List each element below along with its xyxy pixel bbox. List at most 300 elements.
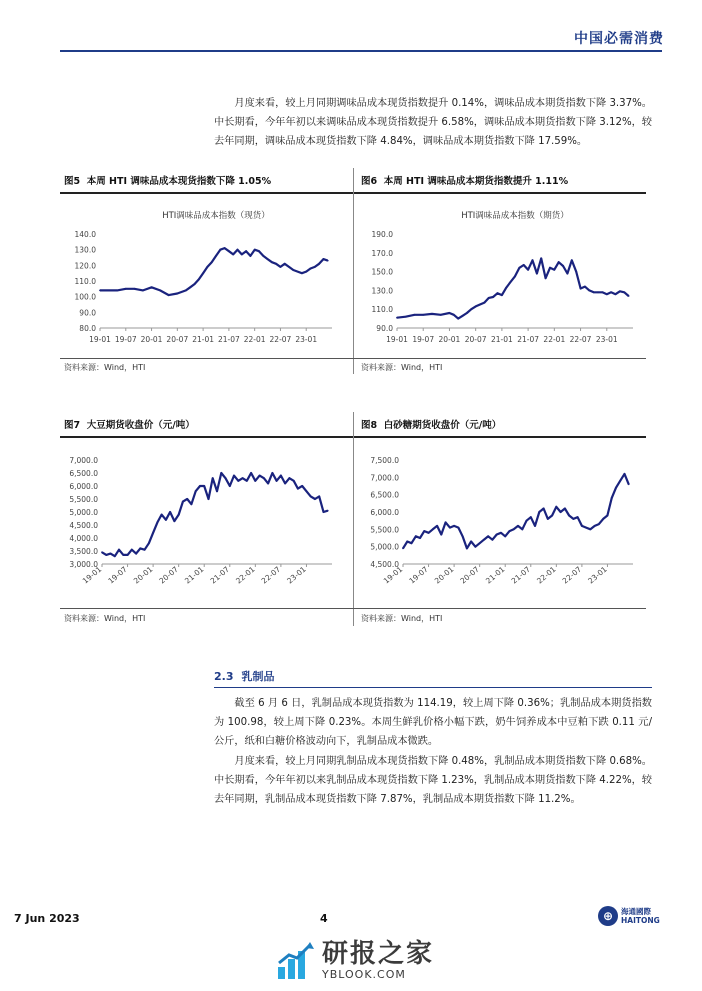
- data-point: [496, 534, 498, 536]
- y-tick-label: 5,000.0: [370, 542, 399, 552]
- data-point: [562, 265, 564, 267]
- data-point: [487, 535, 489, 537]
- data-point: [523, 264, 525, 266]
- y-tick-label: 90.0: [376, 324, 393, 333]
- data-point: [127, 554, 129, 556]
- data-point: [492, 296, 494, 298]
- data-point: [479, 304, 481, 306]
- y-tick-label: 190.0: [371, 230, 393, 239]
- x-tick-label: 23-01: [285, 564, 308, 586]
- data-point: [272, 472, 274, 474]
- data-point: [602, 291, 604, 293]
- y-tick-label: 4,000.0: [69, 534, 98, 543]
- x-tick-label: 20-01: [140, 335, 163, 344]
- x-tick-label: 22-07: [560, 564, 584, 586]
- watermark-sub: YBLOOK.COM: [322, 968, 406, 981]
- data-point: [527, 269, 529, 271]
- x-tick-label: 22-07: [569, 335, 592, 344]
- data-point: [628, 483, 630, 485]
- data-point: [134, 288, 136, 290]
- figure-5-source: 资料来源：Wind，HTI: [64, 363, 146, 372]
- data-point: [215, 255, 217, 257]
- data-point: [245, 250, 247, 252]
- data-point: [606, 293, 608, 295]
- y-tick-label: 130.0: [74, 245, 96, 255]
- data-point: [585, 527, 587, 529]
- y-tick-label: 150.0: [371, 267, 393, 277]
- data-point: [470, 541, 472, 543]
- data-point: [219, 249, 221, 251]
- data-point: [405, 316, 407, 318]
- x-tick-label: 19-07: [114, 335, 137, 344]
- figure-row1-divider: [353, 168, 354, 374]
- data-point: [292, 269, 294, 271]
- x-tick-label: 19-07: [106, 564, 129, 586]
- figure-6-source: 资料来源：Wind，HTI: [361, 363, 443, 372]
- data-point: [458, 527, 460, 529]
- data-point: [105, 554, 107, 556]
- watermark-text: [322, 940, 434, 981]
- data-point: [110, 553, 112, 555]
- x-tick-label: 19-01: [89, 335, 111, 344]
- chart-title: HTI调味品成本指数（现货）: [162, 211, 270, 221]
- section-title: 乳制品: [241, 670, 275, 683]
- y-tick-label: 3,500.0: [69, 547, 98, 556]
- data-point: [305, 271, 307, 273]
- x-tick-label: 20-01: [432, 564, 456, 586]
- data-point: [536, 273, 538, 275]
- data-point: [440, 534, 442, 536]
- data-point: [161, 514, 163, 516]
- data-point: [151, 286, 153, 288]
- data-point: [289, 477, 291, 479]
- x-tick-label: 19-07: [407, 564, 430, 586]
- y-tick-label: 4,500.0: [69, 521, 98, 530]
- data-point: [573, 518, 575, 520]
- data-point: [288, 266, 290, 268]
- x-tick-label: 21-01: [490, 335, 513, 344]
- data-point: [492, 539, 494, 541]
- data-point: [314, 498, 316, 500]
- y-tick-label: 110.0: [371, 305, 393, 315]
- data-point: [191, 503, 193, 505]
- data-point: [624, 473, 626, 475]
- section-heading: [214, 668, 275, 684]
- data-point: [118, 549, 120, 551]
- data-point: [202, 272, 204, 274]
- data-point: [271, 261, 273, 263]
- header-title: 中国必需消费: [574, 31, 664, 47]
- x-tick-label: 21-07: [517, 335, 540, 344]
- data-point: [580, 288, 582, 290]
- watermark: [276, 940, 434, 981]
- y-tick-label: 4,500.0: [370, 560, 399, 569]
- data-point: [532, 259, 534, 261]
- x-tick-label: 19-01: [386, 335, 408, 344]
- chart-title: HTI调味品成本指数（期货）: [461, 211, 569, 221]
- data-point: [280, 475, 282, 477]
- data-point: [436, 525, 438, 527]
- data-point: [186, 498, 188, 500]
- data-point: [501, 294, 503, 296]
- data-point: [165, 519, 167, 521]
- data-point: [169, 511, 171, 513]
- series-line: [397, 258, 629, 318]
- data-point: [526, 520, 528, 522]
- data-point: [246, 480, 248, 482]
- data-point: [254, 480, 256, 482]
- data-point: [628, 295, 630, 297]
- paragraph-dairy-monthly: 月度来看，较上月同期乳制品成本现货指数下降 0.48%，乳制品成本期货指数下降 0.68%。中长期看，今年年初以来乳制品成本现货指数下降 1.23%，乳制品成本期货指数下降 4.22%，较去年同期，乳制品成本现货指数下降 7.87%，乳制品成本期货指数下降 11.2%。: [214, 756, 652, 805]
- data-point: [284, 263, 286, 265]
- data-point: [195, 490, 197, 492]
- figure-8-number: 图8: [361, 420, 378, 431]
- figure-7-source: 资料来源：Wind，HTI: [64, 614, 146, 623]
- data-point: [453, 314, 455, 316]
- data-point: [406, 541, 408, 543]
- y-tick-label: 6,500.0: [370, 490, 399, 500]
- data-point: [431, 313, 433, 315]
- y-tick-label: 6,500.0: [69, 469, 98, 478]
- data-point: [475, 306, 477, 308]
- data-point: [453, 525, 455, 527]
- data-point: [558, 261, 560, 263]
- data-point: [220, 472, 222, 474]
- data-point: [568, 515, 570, 517]
- data-point: [314, 266, 316, 268]
- data-point: [547, 518, 549, 520]
- data-point: [99, 290, 101, 292]
- data-point: [327, 510, 329, 512]
- figure-7-caption: 大豆期货收盘价（元/吨）: [86, 420, 195, 431]
- data-point: [575, 271, 577, 273]
- data-point: [497, 292, 499, 294]
- header-rule: [60, 50, 662, 52]
- data-point: [555, 506, 557, 508]
- data-point: [101, 551, 103, 553]
- data-point: [168, 294, 170, 296]
- data-point: [462, 535, 464, 537]
- data-point: [466, 548, 468, 550]
- figure-6-title: [361, 175, 568, 189]
- data-point: [577, 516, 579, 518]
- x-tick-label: 21-01: [192, 335, 215, 344]
- data-point: [176, 293, 178, 295]
- data-point: [475, 546, 477, 548]
- data-point: [323, 258, 325, 260]
- data-point: [131, 549, 133, 551]
- data-point: [297, 271, 299, 273]
- data-point: [157, 522, 159, 524]
- data-point: [297, 488, 299, 490]
- y-tick-label: 5,000.0: [69, 508, 98, 517]
- data-point: [415, 535, 417, 537]
- paragraph-seasoning-monthly: 月度来看，较上月同期调味品成本现货指数提升 0.14%，调味品成本期货指数下降 3.37%。中长期看，今年年初以来调味品成本现货指数提升 6.58%，调味品成本期货指数下降 3.12%，较去年同期，调味品成本现货指数下降 4.84%，调味品成本期货指数下降 17.59%。: [214, 98, 652, 147]
- y-tick-label: 6,000.0: [69, 482, 98, 491]
- data-point: [479, 542, 481, 544]
- x-tick-label: 22-01: [243, 335, 266, 344]
- data-point: [581, 525, 583, 527]
- data-point: [276, 480, 278, 482]
- data-point: [301, 272, 303, 274]
- haitong-logo: [598, 906, 660, 926]
- watermark-bar-chart-icon: [276, 941, 316, 981]
- data-point: [551, 515, 553, 517]
- data-point: [484, 302, 486, 304]
- data-point: [597, 291, 599, 293]
- x-tick-label: 23-01: [595, 335, 618, 344]
- data-point: [280, 266, 282, 268]
- x-tick-label: 23-01: [586, 564, 609, 586]
- data-point: [449, 527, 451, 529]
- footer-date: 7 Jun 2023: [14, 912, 80, 925]
- x-tick-label: 21-07: [208, 564, 232, 586]
- y-tick-label: 90.0: [79, 308, 96, 318]
- data-point: [125, 288, 127, 290]
- data-point: [610, 291, 612, 293]
- data-point: [242, 477, 244, 479]
- figure-row2-divider: [353, 412, 354, 626]
- x-tick-label: 22-01: [535, 564, 558, 586]
- data-point: [598, 523, 600, 525]
- data-point: [607, 515, 609, 517]
- data-point: [241, 254, 243, 256]
- y-tick-label: 7,000.0: [69, 456, 98, 465]
- data-point: [623, 291, 625, 293]
- figure-5-title: [64, 175, 271, 189]
- data-point: [228, 250, 230, 252]
- data-point: [159, 290, 161, 292]
- x-tick-label: 20-01: [131, 564, 155, 586]
- y-tick-label: 120.0: [74, 261, 96, 271]
- data-point: [540, 258, 542, 260]
- x-tick-label: 20-07: [458, 564, 481, 586]
- chart-seasoning-spot: [60, 196, 350, 356]
- data-point: [449, 312, 451, 314]
- data-point: [250, 472, 252, 474]
- figure-8-source: 资料来源：Wind，HTI: [361, 614, 443, 623]
- data-point: [470, 308, 472, 310]
- x-tick-label: 22-07: [259, 564, 283, 586]
- data-point: [116, 290, 118, 292]
- figure-6-number: 图6: [361, 176, 378, 187]
- data-point: [114, 555, 116, 557]
- data-point: [212, 477, 214, 479]
- series-line: [403, 474, 629, 549]
- data-point: [602, 518, 604, 520]
- data-point: [194, 283, 196, 285]
- data-point: [262, 255, 264, 257]
- data-point: [615, 487, 617, 489]
- figure-8-title: [361, 419, 501, 433]
- x-tick-label: 21-01: [183, 564, 206, 586]
- figure-7-title: [64, 419, 195, 433]
- data-point: [225, 477, 227, 479]
- y-tick-label: 170.0: [371, 248, 393, 258]
- data-point: [611, 497, 613, 499]
- data-point: [466, 312, 468, 314]
- data-point: [142, 290, 144, 292]
- figure-7-number: 图7: [64, 420, 81, 431]
- data-point: [108, 290, 110, 292]
- data-point: [440, 314, 442, 316]
- data-point: [411, 542, 413, 544]
- data-point: [135, 553, 137, 555]
- data-point: [593, 291, 595, 293]
- data-point: [545, 277, 547, 279]
- data-point: [258, 250, 260, 252]
- data-point: [189, 286, 191, 288]
- data-point: [232, 254, 234, 256]
- x-tick-label: 23-01: [295, 335, 318, 344]
- data-point: [323, 511, 325, 513]
- data-point: [233, 475, 235, 477]
- data-point: [178, 514, 180, 516]
- data-point: [254, 249, 256, 251]
- data-point: [588, 290, 590, 292]
- x-tick-label: 21-01: [484, 564, 507, 586]
- x-tick-label: 20-01: [438, 335, 461, 344]
- data-point: [553, 269, 555, 271]
- figure-5-number: 图5: [64, 176, 81, 187]
- data-point: [619, 290, 621, 292]
- data-point: [432, 528, 434, 530]
- y-tick-label: 5,500.0: [370, 525, 399, 535]
- y-tick-label: 5,500.0: [69, 495, 98, 504]
- data-point: [619, 480, 621, 482]
- data-point: [509, 530, 511, 532]
- data-point: [396, 317, 398, 319]
- data-point: [306, 490, 308, 492]
- data-point: [445, 522, 447, 524]
- data-point: [207, 266, 209, 268]
- data-point: [483, 539, 485, 541]
- data-point: [402, 548, 404, 550]
- data-point: [237, 480, 239, 482]
- data-point: [519, 267, 521, 269]
- y-tick-label: 100.0: [74, 292, 96, 302]
- data-point: [152, 532, 154, 534]
- data-point: [224, 247, 226, 249]
- data-point: [422, 314, 424, 316]
- data-point: [211, 261, 213, 263]
- data-point: [590, 528, 592, 530]
- data-point: [584, 286, 586, 288]
- haitong-logo-en: HAITONG: [621, 916, 660, 925]
- figure-8-caption: 白砂糖期货收盘价（元/吨）: [383, 420, 502, 431]
- x-tick-label: 20-07: [157, 564, 180, 586]
- data-point: [122, 554, 124, 556]
- data-point: [275, 263, 277, 265]
- data-point: [237, 249, 239, 251]
- chart-sugar-futures: [357, 440, 649, 602]
- data-point: [504, 535, 506, 537]
- data-point: [517, 525, 519, 527]
- data-point: [267, 258, 269, 260]
- data-point: [564, 508, 566, 510]
- chart-seasoning-futures: [357, 196, 649, 356]
- x-tick-label: 19-07: [412, 335, 435, 344]
- watermark-main: 研报之家: [322, 939, 435, 969]
- haitong-logo-icon: ⊕: [598, 906, 618, 926]
- data-point: [174, 520, 176, 522]
- x-tick-label: 22-01: [234, 564, 257, 586]
- data-point: [229, 485, 231, 487]
- data-point: [505, 287, 507, 289]
- data-point: [259, 475, 261, 477]
- data-point: [419, 537, 421, 539]
- y-tick-label: 3,000.0: [69, 560, 98, 569]
- data-point: [250, 255, 252, 257]
- data-point: [182, 501, 184, 503]
- chart-soybean-futures: [60, 440, 350, 602]
- data-point: [538, 511, 540, 513]
- x-tick-label: 19-01: [381, 564, 405, 586]
- data-point: [327, 260, 329, 262]
- y-tick-label: 130.0: [371, 286, 393, 296]
- x-tick-label: 22-07: [269, 335, 292, 344]
- data-point: [560, 511, 562, 513]
- series-line: [102, 473, 328, 556]
- section-rule: [214, 687, 652, 688]
- paragraph-dairy-weekly: 截至 6 月 6 日，乳制品成本现货指数为 114.19，较上周下降 0.36%；乳制品成本期货指数为 100.98，较上周下降 0.23%。本周生鲜乳价格小幅下跌，奶牛饲养成本中豆粕下跌 0.11 元/公斤，纸和白糖价格波动向下，乳制品成本微跌。: [214, 698, 652, 747]
- x-tick-label: 21-07: [217, 335, 240, 344]
- data-point: [284, 483, 286, 485]
- data-point: [263, 477, 265, 479]
- data-point: [530, 516, 532, 518]
- data-point: [567, 273, 569, 275]
- data-point: [594, 525, 596, 527]
- data-point: [488, 297, 490, 299]
- data-point: [513, 528, 515, 530]
- data-point: [199, 485, 201, 487]
- data-point: [462, 315, 464, 317]
- y-tick-label: 7,000.0: [370, 473, 399, 483]
- data-point: [510, 281, 512, 283]
- haitong-logo-text: [621, 907, 660, 925]
- data-point: [549, 267, 551, 269]
- x-tick-label: 21-07: [509, 564, 533, 586]
- data-point: [414, 314, 416, 316]
- data-point: [500, 532, 502, 534]
- data-point: [310, 496, 312, 498]
- data-point: [615, 293, 617, 295]
- y-tick-label: 80.0: [79, 324, 96, 333]
- data-point: [571, 259, 573, 261]
- data-point: [301, 485, 303, 487]
- x-tick-label: 22-01: [543, 335, 566, 344]
- data-point: [198, 279, 200, 281]
- data-point: [423, 530, 425, 532]
- data-point: [514, 275, 516, 277]
- data-point: [208, 498, 210, 500]
- data-point: [203, 485, 205, 487]
- data-point: [521, 528, 523, 530]
- data-point: [318, 496, 320, 498]
- data-point: [216, 490, 218, 492]
- data-point: [310, 268, 312, 270]
- data-point: [148, 542, 150, 544]
- x-tick-label: 20-07: [464, 335, 487, 344]
- data-point: [139, 548, 141, 550]
- y-tick-label: 140.0: [74, 230, 96, 239]
- page-number: 4: [320, 912, 328, 925]
- figure-6-caption: 本周 HTI 调味品成本期货指数提升 1.11%: [383, 176, 569, 187]
- y-tick-label: 7,500.0: [370, 456, 399, 465]
- data-point: [293, 480, 295, 482]
- data-point: [543, 508, 545, 510]
- data-point: [185, 290, 187, 292]
